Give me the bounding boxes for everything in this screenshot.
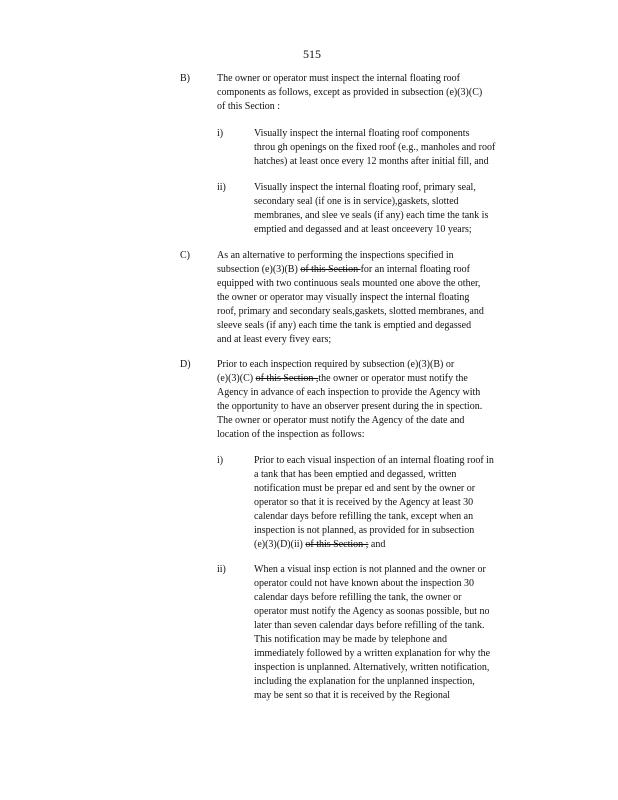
text-segment: (e)(3)(C) — [217, 373, 256, 384]
text-line: roof, primary and secondary seals,gaskets, slotted membranes, and — [217, 306, 484, 317]
item-d-i-text — [254, 454, 494, 552]
struck-text: of this Section ; — [305, 539, 369, 550]
text-line: throu gh openings on the fixed roof (e.g., manholes and roof — [254, 142, 496, 153]
item-d-ii-text — [254, 563, 490, 703]
text-segment: (e)(3)(D)(ii) — [254, 539, 306, 550]
text-line: Prior to each visual inspection of an internal floating roof in — [254, 455, 494, 466]
text-line: secondary seal (if one is in service),gaskets, slotted — [254, 196, 459, 207]
text-line: notification must be prepar ed and sent by the owner or — [254, 483, 476, 494]
text-line — [217, 372, 482, 386]
page-number: 515 — [303, 47, 321, 61]
text-line: operator could not have known about the inspection 30 — [254, 578, 474, 589]
text-line: equipped with two continuous seals mounted one above the other, — [217, 278, 481, 289]
text-line — [254, 538, 494, 552]
item-b-marker: B) — [180, 73, 190, 84]
text-line: immediately followed by a written explanation for why the — [254, 648, 491, 659]
struck-text: of this Section — [300, 264, 361, 275]
text-line: calendar days before refilling the tank, the owner or — [254, 592, 462, 603]
text-line: hatches) at least once every 12 months after initial fill, and — [254, 156, 489, 167]
text-line: Prior to each inspection required by subsection (e)(3)(B) or — [217, 359, 455, 370]
text-segment: for an internal floating roof — [360, 264, 470, 275]
text-line: operator so that it is received by the Agency at least 30 — [254, 497, 474, 508]
text-line: When a visual insp ection is not planned and the owner or — [254, 564, 486, 575]
text-line: Agency in advance of each inspection to provide the Agency with — [217, 387, 481, 398]
item-d-i-marker: i) — [217, 455, 224, 466]
text-line: Visually inspect the internal floating roof components — [254, 128, 470, 139]
text-line: inspection is not planned, as provided for in subsection — [254, 525, 475, 536]
item-b-i-text — [254, 127, 495, 169]
item-b-ii-marker: ii) — [217, 182, 226, 193]
text-line: inspection is unplanned. Alternatively, written notification, — [254, 662, 490, 673]
text-line: components as follows, except as provided in subsection (e)(3)(C) — [217, 87, 483, 98]
text-line — [217, 263, 484, 277]
text-line: a tank that has been emptied and degassed, written — [254, 469, 457, 480]
text-line: and at least every fivey ears; — [217, 334, 332, 345]
item-d-text — [217, 358, 482, 442]
text-line: Visually inspect the internal floating roof, primary seal, — [254, 182, 476, 193]
text-line: may be sent so that it is received by the Regional — [254, 690, 451, 701]
text-line: The owner or operator must inspect the internal floating roof — [217, 73, 460, 84]
text-line: sleeve seals (if any) each time the tank is emptied and degassed — [217, 320, 472, 331]
item-c-marker: C) — [180, 250, 190, 261]
text-line: the owner or operator may visually inspect the internal floating — [217, 292, 470, 303]
item-d-marker: D) — [180, 359, 191, 370]
text-line: of this Section : — [217, 101, 281, 112]
item-d-ii-marker: ii) — [217, 564, 226, 575]
text-segment: the owner or operator must notify the — [318, 373, 468, 384]
text-line: calendar days before refilling the tank, except when an — [254, 511, 474, 522]
item-c-text — [217, 249, 484, 347]
struck-text: of this Section , — [255, 373, 319, 384]
text-line: The owner or operator must notify the Agency of the date and — [217, 415, 465, 426]
text-line: membranes, and slee ve seals (if any) each time the tank is — [254, 210, 489, 221]
text-line: This notification may be made by telephone and — [254, 634, 447, 645]
text-line: location of the inspection as follows: — [217, 429, 365, 440]
text-line: the opportunity to have an observer present during the in spection. — [217, 401, 483, 412]
item-b-ii-text — [254, 181, 488, 237]
text-segment: and — [368, 539, 386, 550]
text-line: As an alternative to performing the inspections specified in — [217, 250, 454, 261]
text-line: emptied and degassed and at least onceevery 10 years; — [254, 224, 472, 235]
item-b-i-marker: i) — [217, 128, 224, 139]
text-line: operator must notify the Agency as soonas possible, but no — [254, 606, 490, 617]
text-segment: subsection (e)(3)(B) — [217, 264, 301, 275]
text-line: later than seven calendar days before refilling of the tank. — [254, 620, 485, 631]
item-b-text — [217, 72, 482, 114]
text-line: including the explanation for the unplanned inspection, — [254, 676, 475, 687]
